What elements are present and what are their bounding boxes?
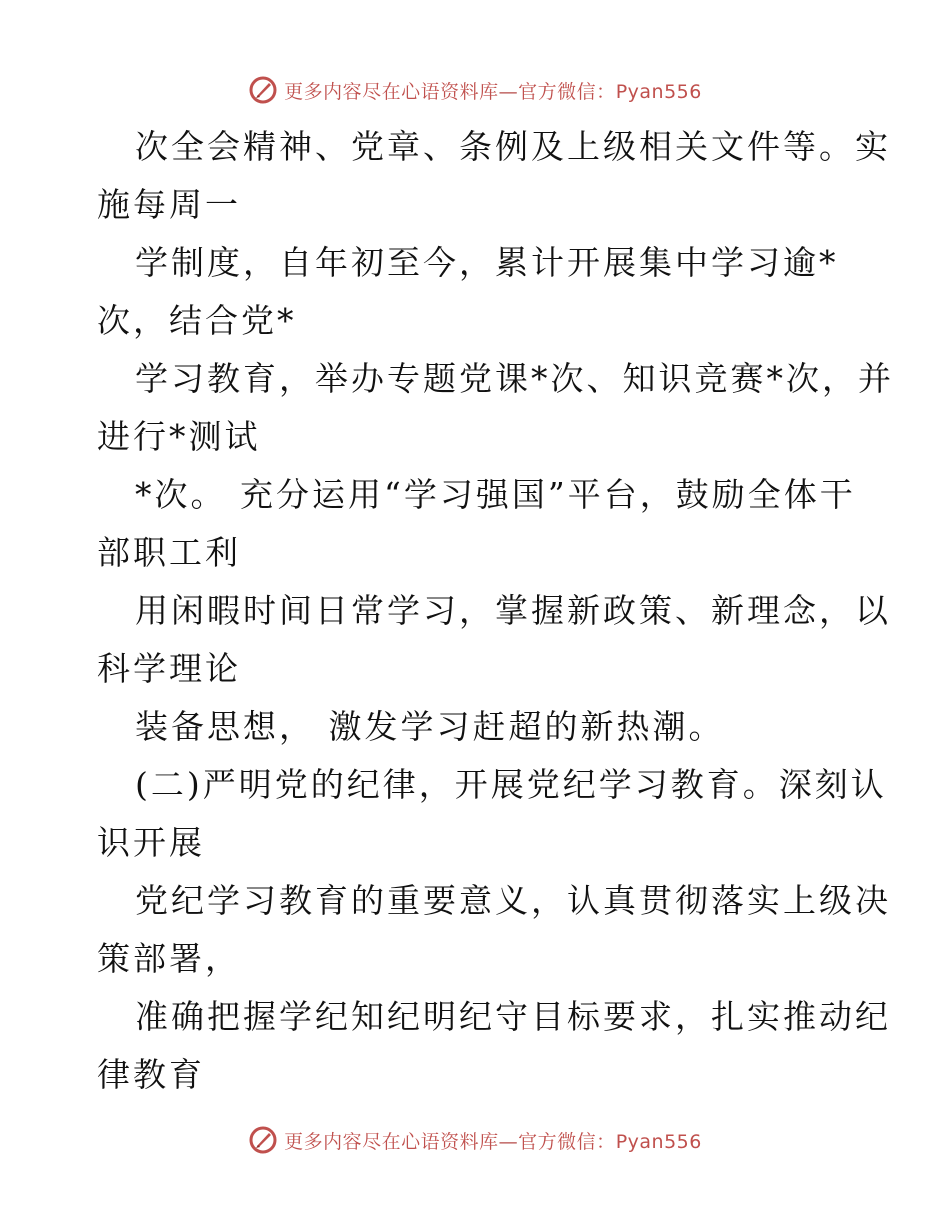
text-line: 策部署， xyxy=(97,939,241,978)
watermark-wechat-id: Pyan556 xyxy=(615,80,702,103)
text-line: 次，结合党* xyxy=(97,301,297,340)
watermark-separator: — xyxy=(498,80,519,103)
text-line: 装备思想， 激发学习赶超的新热潮。 xyxy=(135,707,725,746)
text-line: 进行*测试 xyxy=(97,417,261,456)
quill-seal-icon xyxy=(248,1125,278,1155)
text-line: 施每周一 xyxy=(97,185,241,224)
watermark-text xyxy=(284,1127,702,1154)
watermark-wechat-label: 官方微信： xyxy=(518,80,616,103)
text-line: 学习教育，举办专题党课*次、知识竞赛*次，并 xyxy=(135,359,894,398)
watermark-text xyxy=(284,77,702,104)
text-line: 识开展 xyxy=(97,823,205,862)
document-body xyxy=(97,118,894,1104)
quill-seal-icon xyxy=(248,75,278,105)
text-line: 党纪学习教育的重要意义，认真贯彻落实上级决 xyxy=(135,881,891,920)
footer-watermark xyxy=(0,1120,950,1160)
text-line: 学制度，自年初至今，累计开展集中学习逾* xyxy=(135,243,839,282)
text-line: *次。 充分运用“学习强国”平台，鼓励全体干 xyxy=(135,475,856,514)
watermark-wechat-label: 官方微信： xyxy=(518,1130,616,1153)
text-line: 部职工利 xyxy=(97,533,241,572)
section-heading-line: (二)严明党的纪律，开展党纪学习教育。深刻认 xyxy=(135,765,887,804)
text-line: 次全会精神、党章、条例及上级相关文件等。实 xyxy=(135,127,891,166)
text-line: 律教育 xyxy=(97,1055,205,1094)
text-line: 准确把握学纪知纪明纪守目标要求，扎实推动纪 xyxy=(135,997,891,1036)
watermark-brand: 更多内容尽在心语资料库 xyxy=(284,80,499,103)
watermark-brand: 更多内容尽在心语资料库 xyxy=(284,1130,499,1153)
watermark-separator: — xyxy=(498,1130,519,1153)
text-line: 用闲暇时间日常学习，掌握新政策、新理念，以 xyxy=(135,591,891,630)
text-line: 科学理论 xyxy=(97,649,241,688)
header-watermark xyxy=(0,70,950,110)
watermark-wechat-id: Pyan556 xyxy=(615,1130,702,1153)
